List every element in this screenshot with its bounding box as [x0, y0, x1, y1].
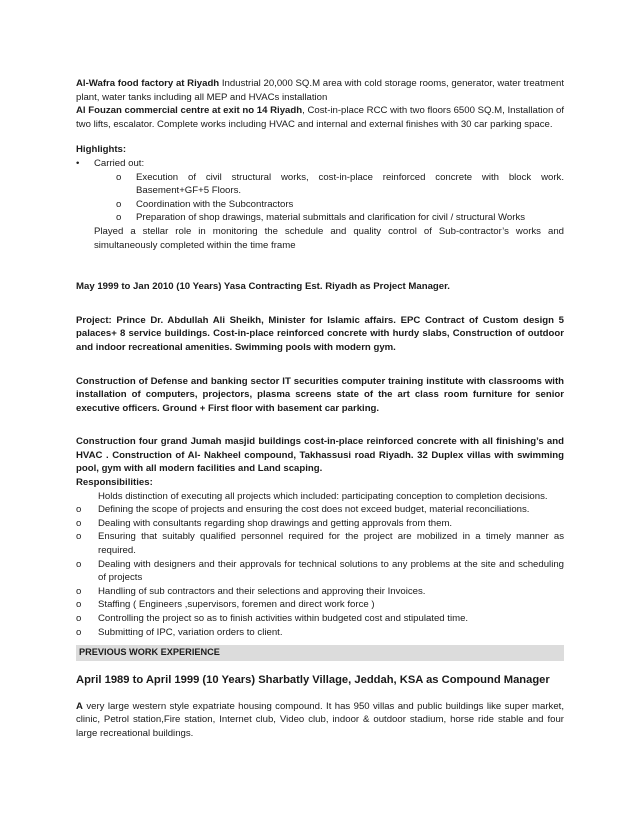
sub-marker: o	[76, 531, 82, 543]
yasa-project-palaces: Project: Prince Dr. Abdullah Ali Sheikh, Minister for Islamic affairs. EPC Contract of Custom design 5 palaces+ 8 service buildings. Cost-in-place reinforced concrete with hurdy slabs, Construction of outdoor and indoor recreational amenities. Swimming pools with modern gym.	[76, 314, 564, 353]
sub-marker: o	[116, 212, 122, 224]
sub-marker: o	[116, 171, 122, 183]
sharbatly-heading: April 1989 to April 1999 (10 Years) Sharbatly Village, Jeddah, KSA as Compound Manager	[76, 673, 550, 686]
resume-content	[76, 77, 564, 741]
list-item: o Defining the scope of projects and ensuring the cost does not exceed budget, material reconciliations.	[76, 504, 530, 516]
list-item: o Ensuring that suitably qualified personnel required for the project are mobilized in a timely manner as required.	[76, 531, 564, 557]
sub-marker: o	[76, 613, 82, 624]
sub-marker: o	[76, 558, 82, 570]
project-al-fouzan	[76, 104, 564, 131]
highlights-paragraph: Played a stellar role in monitoring the schedule and quality control of Sub-contractor’s works and simultaneously completed within the time frame	[94, 225, 564, 251]
list-item: • Carried out:	[76, 157, 145, 169]
sub-marker: o	[76, 517, 82, 529]
list-item: o Staffing ( Engineers ,supervisors, foremen and direct work force )	[76, 599, 375, 611]
list-item: o Execution of civil structural works, cost-in-place reinforced concrete with block work. Basement+GF+5 Floors.	[116, 171, 564, 197]
responsibilities-list	[76, 503, 564, 639]
previous-experience-section-title: PREVIOUS WORK EXPERIENCE	[76, 645, 564, 661]
yasa-project-masjid-compound: Construction four grand Jumah masjid buildings cost-in-place reinforced concrete with all finishing’s and HVAC . Construction of Al- Nakheel compound, Takhassusi road Riyadh. 32 Duplex villas with swimming pool, gym with all modern facilities and Land scaping.	[76, 436, 564, 475]
project-description: Industrial 20,000 SQ.M area with cold storage rooms, generator, water treatment plant, water tanks including all MEP and HVACs installation	[76, 78, 565, 103]
sub-marker: o	[116, 198, 122, 210]
list-item: o Controlling the project so as to finish activities within budgeted cost and stipulated time.	[76, 613, 469, 624]
list-item: o Handling of sub contractors and their selections and approving their Invoices.	[76, 585, 426, 597]
project-name: Al-Wafra food factory at Riyadh	[76, 78, 220, 89]
yasa-project-training-institute: Construction of Defense and banking sector IT securities computer training institute with classrooms with installation of computers, projectors, plasma screens state of the art class room furniture for senior executive officers. Ground + First floor with basement car parking.	[76, 375, 564, 414]
list-item: o Preparation of shop drawings, material submittals and clarification for civil / structural Works	[116, 212, 526, 224]
sub-marker: o	[76, 504, 82, 516]
list-item: o Coordination with the Subcontractors	[116, 198, 294, 210]
sharbatly-description: A very large western style expatriate housing compound. It has 950 villas and public buildings like super market, clinic, Petrol station,Fire station, Internet club, Video club, indoor & outdoor stadium, horse ride stable and four large recreational buildings.	[76, 700, 564, 739]
bullet-marker: •	[76, 157, 80, 169]
project-al-wafra	[76, 77, 564, 104]
list-item: o Dealing with consultants regarding shop drawings and getting approvals from them.	[76, 517, 453, 529]
project-description: , Cost-in-place RCC with two floors 6500 SQ.M, Installation of two lifts, escalator. Complete works including HVAC and internal and external finishes with 30 car parking space.	[76, 105, 564, 130]
list-item: o Dealing with designers and their approvals for technical solutions to any problems at the site and scheduling of projects	[76, 558, 564, 584]
responsibilities-intro: Holds distinction of executing all projects which included: participating conception to completion decisions.	[98, 490, 548, 502]
highlights-title: Highlights:	[76, 144, 127, 156]
project-name: Al Fouzan commercial centre at exit no 14 Riyadh	[76, 105, 303, 117]
list-item: o Submitting of IPC, variation orders to client.	[76, 626, 283, 638]
yasa-heading: May 1999 to Jan 2010 (10 Years) Yasa Contracting Est. Riyadh as Project Manager.	[76, 281, 450, 293]
sub-marker: o	[76, 626, 82, 638]
responsibilities-title: Responsibilities:	[76, 477, 153, 489]
highlights-list	[76, 157, 564, 225]
sub-marker: o	[76, 585, 82, 597]
sub-marker: o	[76, 599, 82, 611]
